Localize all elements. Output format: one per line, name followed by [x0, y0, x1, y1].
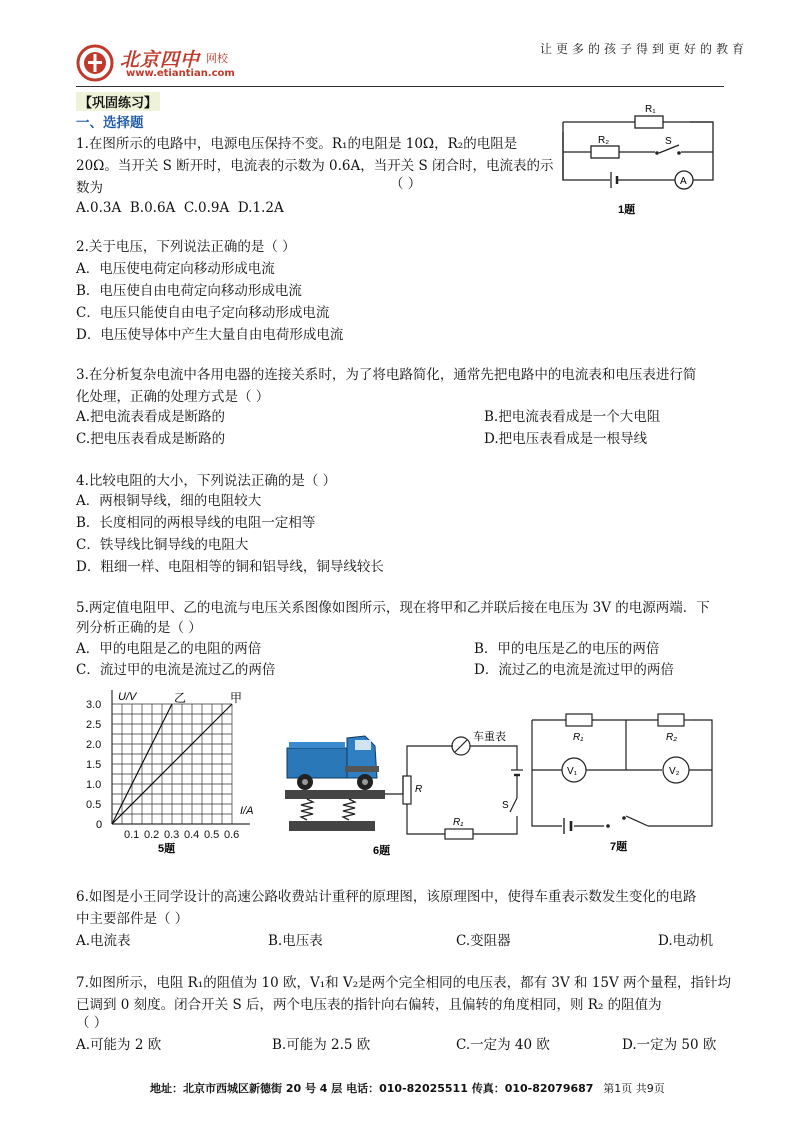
logo-url: www.etiantian.com — [126, 68, 235, 79]
q5-option-c: C．流过甲的电流是流过乙的两倍 — [76, 662, 276, 678]
q7-line-3: （ ） — [76, 1015, 108, 1031]
fig5-label-jia: 甲 — [230, 691, 243, 705]
q5-line-2: 列分析正确的是（ ） — [76, 620, 202, 636]
q5-line-1: 5.两定值电阻甲、乙的电流与电压关系图像如图所示，现在将甲和乙并联后接在电压为 3V 的电源两端．下 — [76, 600, 710, 616]
fig6-label-meter: 车重表 — [473, 731, 506, 743]
q3-option-a: A.把电流表看成是断路的 — [76, 409, 226, 425]
fig7-label-v1: V₁ — [567, 766, 578, 777]
truck-icon — [287, 736, 379, 790]
q1-line-2: 20Ω。当开关 S 断开时，电流表的示数为 0.6A，当开关 S 闭合时，电流表的示 — [76, 158, 554, 174]
q1-line-1: 1.在图所示的电路中，电源电压保持不变。R₁的电阻是 10Ω，R₂的电阻是 — [76, 136, 518, 152]
footer-address-text: 地址：北京市西城区新德街 20 号 4 层 电话：010-82025511 传真：010-82079687 — [150, 1082, 594, 1095]
q6-option-b: B.电压表 — [268, 933, 323, 949]
q1-option-d: D.1.2A — [237, 200, 284, 216]
fig5-ytick-label: 2.5 — [86, 719, 102, 731]
q3-line-2: 化处理，正确的处理方式是（ ） — [76, 389, 270, 405]
fig5-chart — [82, 686, 267, 856]
fig7-diagram — [526, 704, 726, 854]
fig5-origin: 0 — [96, 819, 103, 831]
q7-option-a: A.可能为 2 欧 — [76, 1037, 162, 1053]
q2-option-c: C．电压只能使自由电子定向移动形成电流 — [76, 305, 330, 321]
site-logo — [76, 44, 276, 82]
q5-option-b: B．甲的电压是乙的电压的两倍 — [474, 641, 660, 657]
fig5-ylabel: U/V — [118, 691, 137, 703]
fig5-label-yi: 乙 — [174, 691, 187, 705]
q2-option-a: A．电压使电荷定向移动形成电流 — [76, 261, 275, 277]
q6-option-d: D.电动机 — [658, 933, 714, 949]
q3-option-c: C.把电压表看成是断路的 — [76, 431, 226, 447]
logo-sub: 网校 — [206, 52, 228, 65]
fig7-caption: 7题 — [610, 841, 628, 853]
fig1-label-r1: R₁ — [645, 104, 656, 115]
footer-address — [150, 1080, 665, 1096]
header-rule — [76, 86, 724, 87]
header-slogan: 让更多的孩子得到更好的教育 — [540, 42, 749, 56]
q4-option-d: D．粗细一样、电阻相等的铜和铝导线，铜导线较长 — [76, 559, 384, 575]
q4-stem: 4.比较电阻的大小，下列说法正确的是（ ） — [76, 473, 337, 489]
fig5-xtick-label: 0.4 — [184, 829, 200, 841]
q2-option-b: B．电压使自由电荷定向移动形成电流 — [76, 283, 302, 299]
fig1-label-a: A — [680, 176, 687, 187]
q6-line-1: 6.如图是小王同学设计的高速公路收费站计重秤的原理图，该原理图中，使得车重表示数发生变化的电路 — [76, 889, 697, 905]
section-label: 【巩固练习】 — [76, 92, 160, 111]
q4-option-b: B．长度相同的两根导线的电阻一定相等 — [76, 515, 316, 531]
fig6-label-s: S — [502, 800, 509, 811]
logo-emblem-icon — [76, 44, 116, 82]
fig5-ytick-label: 2.0 — [86, 739, 102, 751]
q2-option-d: D．电压使导体中产生大量自由电荷形成电流 — [76, 327, 344, 343]
fig5-ytick-label: 1.0 — [86, 779, 102, 791]
fig5-xtick-label: 0.2 — [144, 829, 160, 841]
q5-option-d: D．流过乙的电流是流过甲的两倍 — [474, 662, 674, 678]
q6-line-2: 中主要部件是（ ） — [76, 911, 189, 927]
q1-option-c: C.0.9A — [183, 200, 230, 216]
footer-page: 第1页 共9页 — [603, 1082, 665, 1095]
q7-option-c: C.一定为 40 欧 — [456, 1037, 550, 1053]
q1-option-a: A.0.3A — [76, 200, 122, 216]
fig6-label-r: R — [415, 784, 423, 795]
fig5-ytick-label: 0.5 — [86, 799, 102, 811]
fig5-ytick-label: 1.5 — [86, 759, 102, 771]
fig5-ytick-label: 3.0 — [86, 699, 102, 711]
q3-line-1: 3.在分析复杂电流中各用电器的连接关系时，为了将电路简化，通常先把电路中的电流表和电压表进行简 — [76, 367, 697, 383]
fig1-r1 — [635, 116, 663, 128]
fig1-label-r2: R₂ — [598, 135, 610, 146]
q5-option-a: A．甲的电阻是乙的电阻的两倍 — [76, 641, 262, 657]
q1-blank: （ ） — [390, 176, 422, 192]
section-heading: 一、选择题 — [76, 115, 144, 131]
fig1-label-s: S — [665, 136, 672, 147]
q3-option-d: D.把电压表看成是一根导线 — [484, 431, 648, 447]
fig5-xtick-label: 0.1 — [124, 829, 140, 841]
fig7-label-v2: V₂ — [669, 766, 680, 777]
fig1-caption: 1题 — [618, 204, 636, 216]
q7-line-2: 已调到 0 刻度。闭合开关 S 后，两个电压表的指针向右偏转，且偏转的角度相同，则 R₂ 的阻值为 — [76, 997, 662, 1013]
q6-option-a: A.电流表 — [76, 933, 131, 949]
q1-options — [76, 197, 284, 219]
fig6-label-r1: R₁ — [453, 817, 464, 828]
fig7-label-r2: R₂ — [666, 732, 678, 743]
q6-option-c: C.变阻器 — [456, 933, 511, 949]
q2-stem: 2.关于电压，下列说法正确的是（ ） — [76, 239, 296, 255]
fig5-xlabel: I/A — [240, 805, 254, 817]
fig5-xtick-label: 0.6 — [224, 829, 240, 841]
q4-option-c: C．铁导线比铜导线的电阻大 — [76, 537, 249, 553]
q1-option-b: B.0.6A — [129, 200, 176, 216]
q7-line-1: 7.如图所示，电阻 R₁的阻值为 10 欧，V₁和 V₂是两个完全相同的电压表，都有 3V 和 15V 两个量程，指针均 — [76, 975, 732, 991]
fig1-circuit — [555, 92, 735, 222]
fig5-xtick-label: 0.5 — [204, 829, 220, 841]
fig6-caption: 6题 — [373, 845, 391, 857]
fig5-caption: 5题 — [158, 843, 176, 855]
fig5-xtick-label: 0.3 — [164, 829, 180, 841]
q1-line-3: 数为 — [76, 180, 103, 196]
q3-option-b: B.把电流表看成是一个大电阻 — [484, 409, 661, 425]
q7-option-b: B.可能为 2.5 欧 — [272, 1037, 371, 1053]
logo-name: 北京四中 — [120, 49, 201, 71]
fig7-label-r1: R₁ — [573, 732, 584, 743]
fig6-diagram — [285, 708, 525, 858]
q4-option-a: A．两根铜导线，细的电阻较大 — [76, 493, 262, 509]
q7-option-d: D.一定为 50 欧 — [622, 1037, 717, 1053]
